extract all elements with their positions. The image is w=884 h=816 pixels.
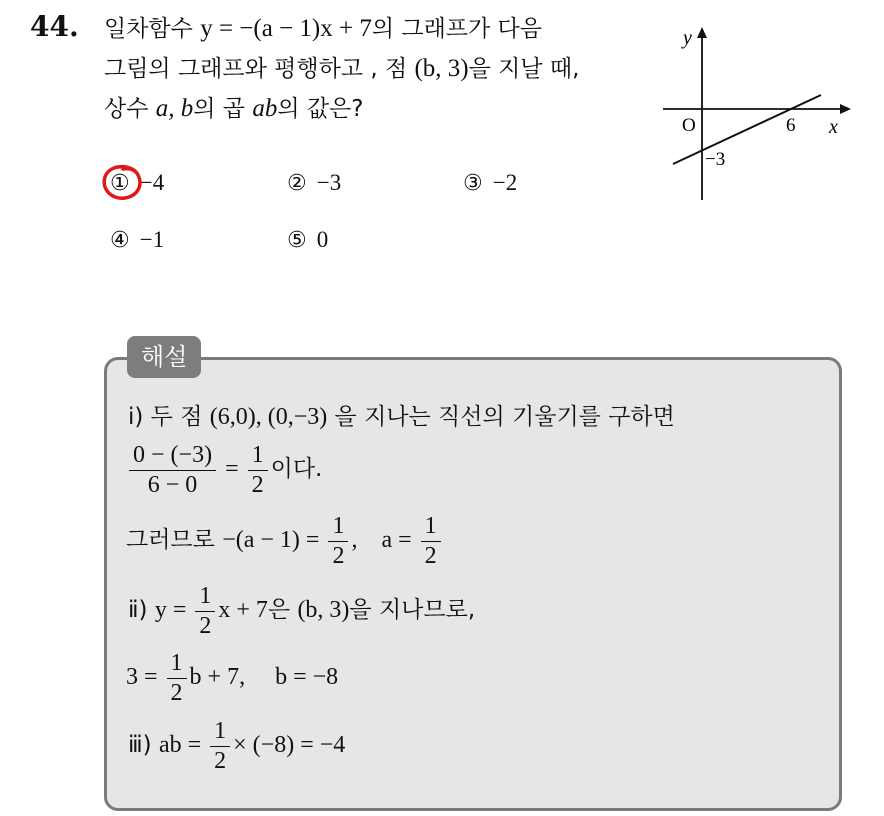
math-expression: × (−8) = −4 <box>233 732 346 759</box>
y-axis-arrow-icon <box>697 27 707 38</box>
fraction-denominator: 2 <box>332 543 345 570</box>
fraction-denominator: 2 <box>251 472 264 499</box>
half-fraction <box>167 651 187 706</box>
fraction-numerator: 1 <box>195 584 215 612</box>
solution-line-6 <box>128 719 345 774</box>
question-line-2 <box>104 50 579 83</box>
question-line-1 <box>104 10 542 43</box>
math-expression: y = <box>154 597 187 624</box>
fraction-numerator: 1 <box>421 514 441 542</box>
question-text: 의 곱 <box>193 96 253 122</box>
math-expression: , a = <box>351 527 412 554</box>
choice-4[interactable] <box>110 227 164 253</box>
math-expression: −(a − 1) = <box>222 527 320 554</box>
question-text: 을 지날 때, <box>468 56 580 82</box>
choice-3[interactable] <box>463 170 517 196</box>
fraction-denominator: 2 <box>170 680 183 707</box>
x-axis-label: x <box>829 116 838 138</box>
question-number: 44. <box>30 10 79 43</box>
choice-value: −4 <box>139 170 165 195</box>
half-fraction <box>210 719 230 774</box>
solution-text: ⅱ) <box>128 597 155 624</box>
y-intercept-label: −3 <box>705 149 726 170</box>
half-fraction <box>195 584 215 639</box>
solution-text: 이다. <box>270 456 323 483</box>
equals-sign: = <box>225 456 239 483</box>
solution-text: 을 지나는 직선의 기울기를 구하면 <box>327 404 675 430</box>
question-text: 일차함수 <box>104 16 201 42</box>
math-expression: b + 7, b = −8 <box>189 664 339 691</box>
fraction-denominator: 6 − 0 <box>147 472 198 499</box>
math-expression: 3 = <box>126 664 158 691</box>
half-fraction <box>328 514 348 569</box>
choice-value: −3 <box>316 170 342 195</box>
question-text: 의 값은? <box>277 96 364 122</box>
half-fraction <box>248 443 268 498</box>
question-text: 의 그래프가 다음 <box>371 16 542 42</box>
solution-tag: 해설 <box>127 336 201 378</box>
question-text: 상수 <box>104 96 156 122</box>
solution-text: 은 <box>267 597 298 624</box>
solution-line-2 <box>126 443 322 498</box>
choice-value: −2 <box>492 170 518 195</box>
point-b-3: (b, 3) <box>414 55 469 82</box>
origin-label: O <box>682 115 696 136</box>
constants-a-b: a, b <box>155 95 194 122</box>
solution-line-5 <box>126 651 338 706</box>
choice-value: 0 <box>316 227 329 252</box>
choice-number: ④ <box>110 228 130 253</box>
choice-number: ⑤ <box>287 228 307 253</box>
solution-line-3 <box>126 514 444 569</box>
y-axis-label: y <box>683 27 692 49</box>
fraction-denominator: 2 <box>199 613 212 640</box>
math-expression: ab = <box>158 732 202 759</box>
fraction-numerator: 1 <box>248 443 268 471</box>
fraction-numerator: 1 <box>210 719 230 747</box>
solution-line-1 <box>128 398 675 431</box>
x-intercept-label: 6 <box>786 115 796 136</box>
x-axis-arrow-icon <box>840 104 851 114</box>
choice-number: ③ <box>463 171 483 196</box>
fraction-denominator: 2 <box>424 543 437 570</box>
solution-text: ⅰ) 두 점 <box>128 404 210 430</box>
linear-function-equation: y = −(a − 1)x + 7 <box>200 15 372 42</box>
choice-number: ② <box>287 171 307 196</box>
choice-2[interactable] <box>287 170 341 196</box>
question-line-3 <box>104 90 364 123</box>
answer-mark-icon <box>101 163 145 203</box>
question-text: 그림의 그래프와 평행하고 , 점 <box>104 56 415 82</box>
solution-text: 을 지나므로, <box>349 597 476 624</box>
solution-text: 그러므로 <box>126 527 223 554</box>
half-fraction <box>421 514 441 569</box>
point-b-3: (b, 3) <box>297 597 350 624</box>
math-expression: x + 7 <box>218 597 268 624</box>
choice-number: ① <box>110 171 130 196</box>
line-graph <box>655 22 855 207</box>
product-ab: ab <box>252 95 278 122</box>
fraction-numerator: 1 <box>328 514 348 542</box>
points-pair: (6,0), (0,−3) <box>209 404 328 430</box>
slope-fraction <box>129 443 216 498</box>
fraction-numerator: 0 − (−3) <box>129 443 216 471</box>
choice-value: −1 <box>139 227 165 252</box>
solution-text: ⅲ) <box>128 732 159 759</box>
fraction-denominator: 2 <box>214 748 227 775</box>
choice-5[interactable] <box>287 227 328 253</box>
solution-line-4 <box>128 584 475 639</box>
fraction-numerator: 1 <box>167 651 187 679</box>
